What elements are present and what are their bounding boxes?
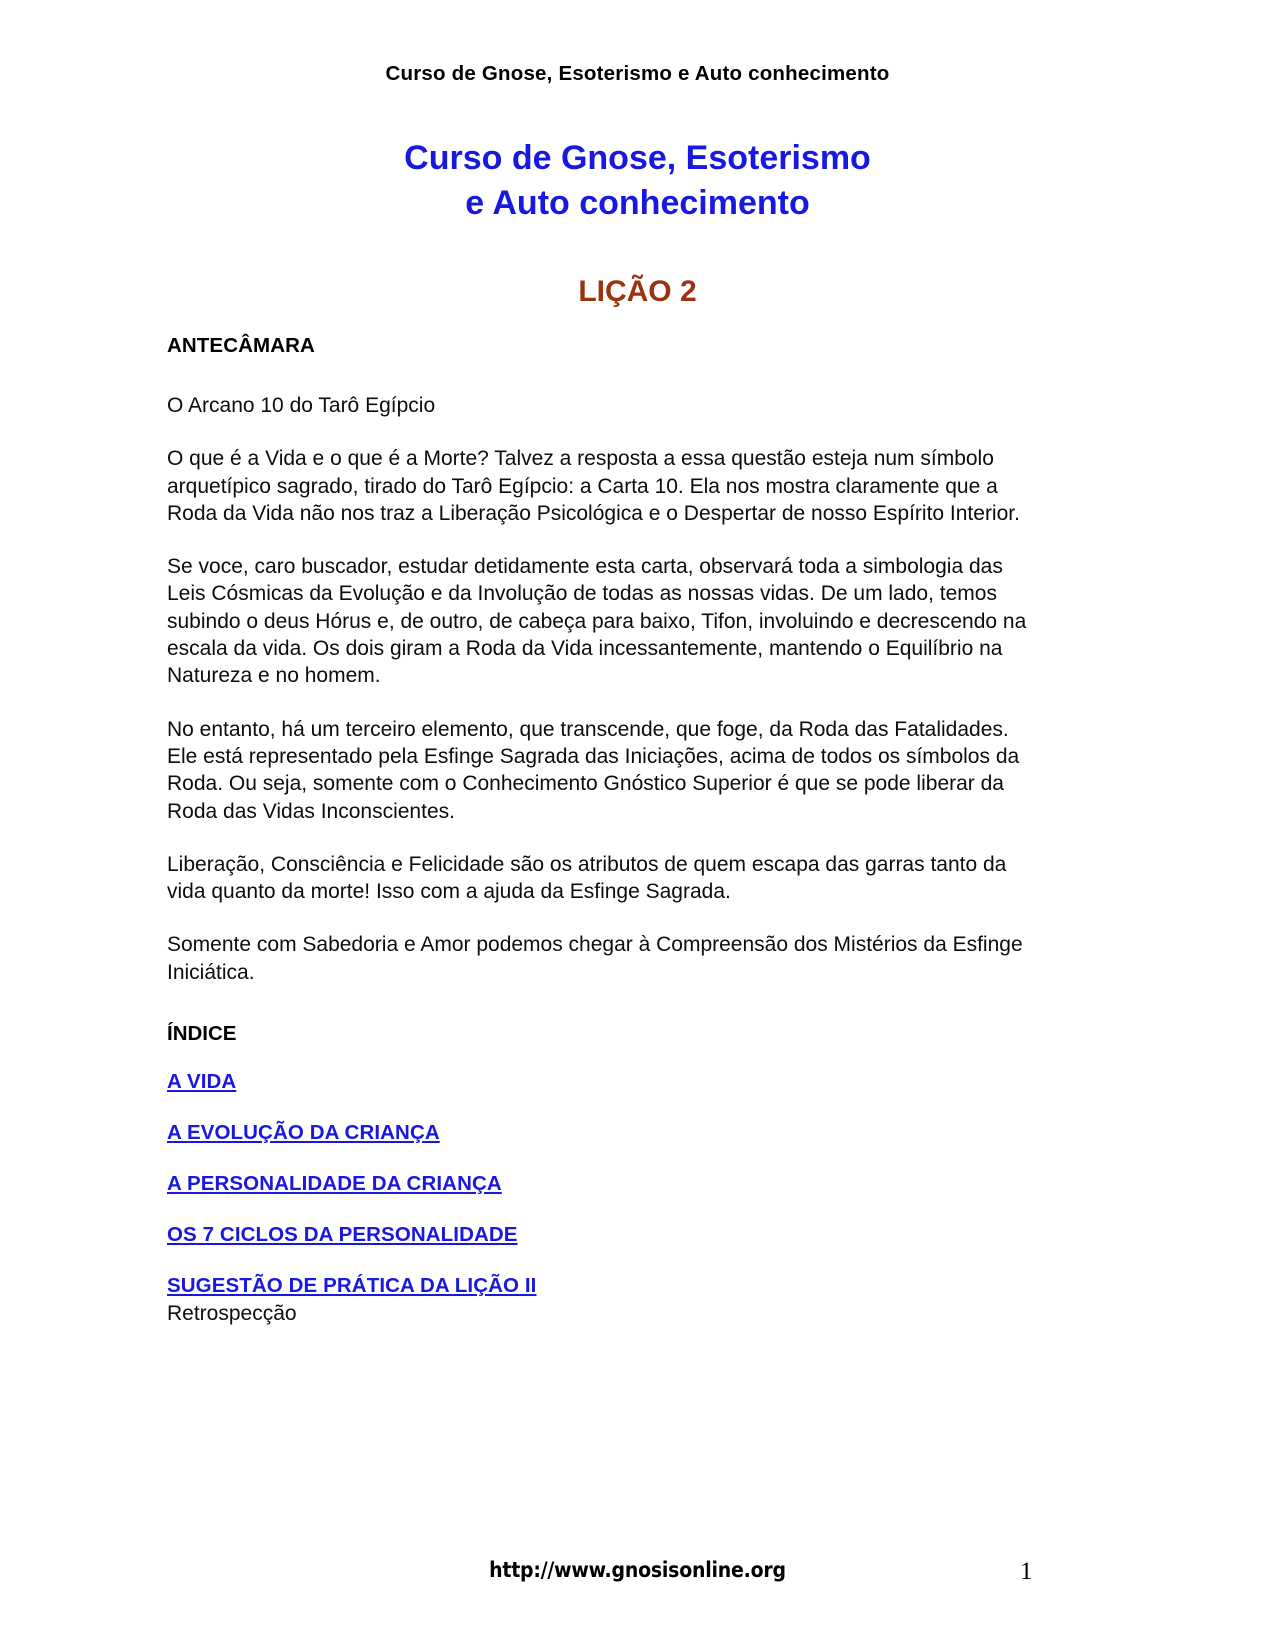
paragraph-4: Liberação, Consciência e Felicidade são os atributos de quem escapa das garras tanto da vida quanto da morte! Isso com a ajuda da Esfinge Sagrada. <box>167 852 1007 904</box>
list-item <box>167 1121 1039 1145</box>
index-link-os-7-ciclos-da-personalidade[interactable]: OS 7 CICLOS DA PERSONALIDADE <box>167 1223 518 1247</box>
footer-url[interactable]: http://www.gnosisonline.org <box>489 1558 786 1582</box>
paragraph-1: O que é a Vida e o que é a Morte? Talvez a resposta a essa questão esteja num símbolo arquetípico sagrado, tirado do Tarô Egípcio: a Carta 10. Ela nos mostra claramente que a Roda da Vida não nos traz a Liberação Psicológica e o Despertar de nosso Espírito Interior. <box>167 447 1020 525</box>
page-title-line-1: Curso de Gnose, Esoterismo <box>404 139 871 177</box>
paragraph-arcano: O Arcano 10 do Tarô Egípcio <box>167 394 436 417</box>
page-number: 1 <box>1020 1558 1033 1585</box>
page-title <box>0 136 1275 226</box>
section-heading-indice: ÍNDICE <box>167 1022 237 1046</box>
page-title-line-2: e Auto conhecimento <box>465 183 810 222</box>
list-item <box>167 1172 1039 1196</box>
index-link-a-personalidade-da-crianca[interactable]: A PERSONALIDADE DA CRIANÇA <box>167 1172 502 1196</box>
index-link-a-vida[interactable]: A VIDA <box>167 1070 237 1094</box>
index-link-sugestao-de-pratica[interactable]: SUGESTÃO DE PRÁTICA DA LIÇÃO II <box>167 1274 537 1298</box>
section-heading-antecamara: ANTECÂMARA <box>167 334 315 357</box>
list-item <box>167 1223 1039 1247</box>
index-list <box>167 1070 1039 1327</box>
index-link-a-evolucao-da-crianca[interactable]: A EVOLUÇÃO DA CRIANÇA <box>167 1121 440 1145</box>
index-note-retrospeccao: Retrospecção <box>167 1302 297 1326</box>
running-header: Curso de Gnose, Esoterismo e Auto conhecimento <box>385 62 890 85</box>
paragraph-2: Se voce, caro buscador, estudar detidamente esta carta, observará toda a simbologia das Leis Cósmicas da Evolução e da Involução de todas as nossas vidas. De um lado, temos subindo o deus Hórus e, de outro, de cabeça para baixo, Tifon, involuindo e decrescendo na escala da vida. Os dois giram a Roda da Vida incessantemente, mantendo o Equilíbrio na Natureza e no homem. <box>167 555 1027 688</box>
page-footer <box>0 1558 1275 1598</box>
list-item <box>167 1274 1039 1327</box>
lesson-heading: LIÇÃO 2 <box>578 275 697 308</box>
document-body <box>167 334 1039 1327</box>
paragraph-3: No entanto, há um terceiro elemento, que transcende, que foge, da Roda das Fatalidades. Ele está representado pela Esfinge Sagrada das Iniciações, acima de todos os símbolos da Roda. Ou seja, somente com o Conhecimento Gnóstico Superior é que se pode liberar da Roda das Vidas Inconscientes. <box>167 717 1020 823</box>
paragraph-5: Somente com Sabedoria e Amor podemos chegar à Compreensão dos Mistérios da Esfinge Iniciática. <box>167 933 1023 984</box>
list-item <box>167 1070 1039 1094</box>
